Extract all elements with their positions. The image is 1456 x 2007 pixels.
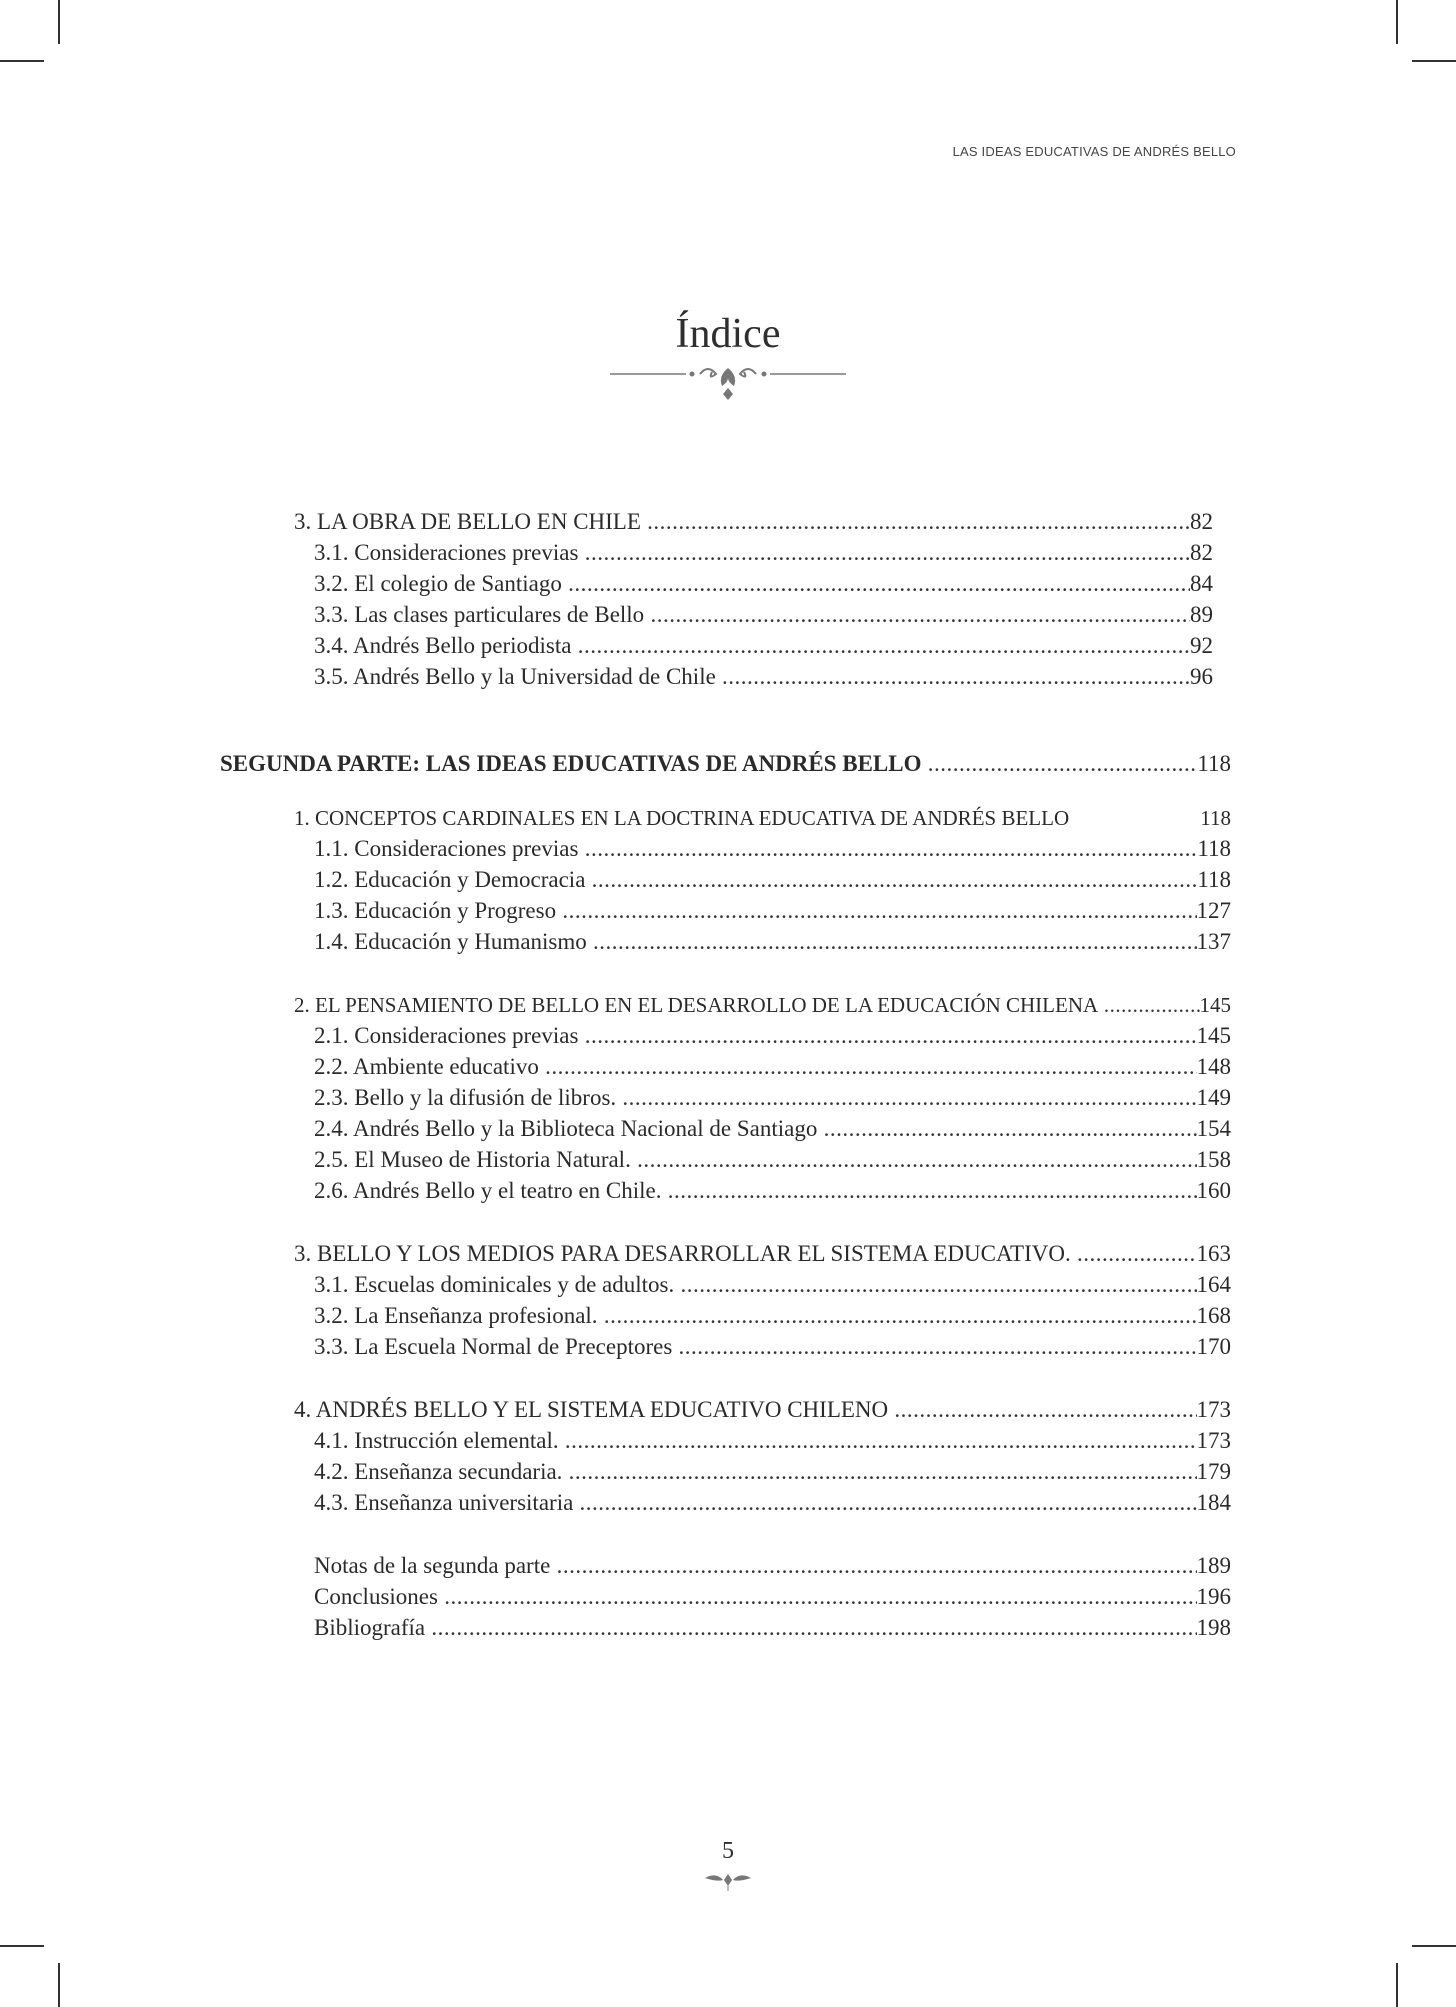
toc-entry-page: 149 <box>1196 1085 1231 1110</box>
toc-entry-label: 3.5. Andrés Bello y la Universidad de Chile <box>314 664 716 689</box>
toc-entry-label: 2.2. Ambiente educativo <box>314 1054 539 1079</box>
toc-entry-label: 2.4. Andrés Bello y la Biblioteca Nacional de Santiago <box>314 1116 818 1141</box>
toc-entry[interactable] <box>314 1052 1231 1082</box>
toc-entry[interactable] <box>314 927 1231 957</box>
toc-entry-label: 2.6. Andrés Bello y el teatro en Chile. <box>314 1178 662 1203</box>
toc-entry-page: 118 <box>1200 806 1231 830</box>
leader-dots <box>672 1332 1196 1362</box>
leader-dots <box>716 662 1190 692</box>
leader-dots <box>817 1114 1196 1144</box>
leader-dots <box>578 834 1197 864</box>
crop-mark <box>1396 0 1398 44</box>
toc-entry-page: 164 <box>1196 1272 1231 1297</box>
toc-entry-page: 163 <box>1196 1241 1231 1266</box>
toc-entry-page: 82 <box>1190 540 1213 565</box>
toc-entry-label: 4. ANDRÉS BELLO Y EL SISTEMA EDUCATIVO CHILENO <box>294 1397 889 1422</box>
toc-entry-label: 2. EL PENSAMIENTO DE BELLO EN EL DESARROLLO DE LA EDUCACIÓN CHILENA <box>294 993 1099 1017</box>
leader-dots <box>438 1582 1197 1612</box>
toc-entry[interactable] <box>314 834 1231 864</box>
toc-entry[interactable] <box>314 662 1213 692</box>
toc-entry-label: 3.2. La Enseñanza profesional. <box>314 1303 598 1328</box>
toc-entry[interactable] <box>294 1239 1231 1269</box>
toc-entry-label: 3. BELLO Y LOS MEDIOS PARA DESARROLLAR EL SISTEMA EDUCATIVO. <box>294 1241 1071 1266</box>
leader-dots <box>556 896 1196 926</box>
running-head: LAS IDEAS EDUCATIVAS DE ANDRÉS BELLO <box>952 144 1236 159</box>
toc-entry[interactable] <box>294 990 1231 1020</box>
leader-dots <box>598 1301 1197 1331</box>
crop-mark <box>0 1945 44 1947</box>
leader-dots <box>585 865 1197 895</box>
title-ornament-icon <box>608 362 848 402</box>
toc-entry[interactable] <box>314 896 1231 926</box>
leader-dots <box>661 1176 1196 1206</box>
toc-entry[interactable] <box>314 1457 1231 1487</box>
leader-dots <box>644 600 1190 630</box>
leader-dots <box>550 1551 1196 1581</box>
toc-entry-label: 3. LA OBRA DE BELLO EN CHILE <box>294 509 641 534</box>
toc-entry[interactable] <box>314 1176 1231 1206</box>
toc-entry-page: 189 <box>1196 1553 1231 1578</box>
toc-part-heading[interactable] <box>220 749 1231 779</box>
toc-entry-label: Notas de la segunda parte <box>314 1553 551 1578</box>
toc-entry-label: 2.1. Consideraciones previas <box>314 1023 579 1048</box>
toc-entry[interactable] <box>314 1114 1231 1144</box>
toc-entry-page: 196 <box>1196 1584 1231 1609</box>
toc-entry-page: 148 <box>1196 1054 1231 1079</box>
toc-entry[interactable] <box>314 1488 1231 1518</box>
toc-entry-page: 173 <box>1196 1397 1231 1422</box>
leader-dots <box>562 569 1190 599</box>
toc-entry-page: 173 <box>1196 1428 1231 1453</box>
toc-entry-label: 3.4. Andrés Bello periodista <box>314 633 572 658</box>
toc-entry[interactable] <box>314 1582 1231 1612</box>
toc-entry-label: 1.4. Educación y Humanismo <box>314 929 587 954</box>
toc-entry-page: 96 <box>1190 664 1213 689</box>
toc-entry[interactable] <box>314 1551 1231 1581</box>
toc-entry-label: 1.2. Educación y Democracia <box>314 867 586 892</box>
toc-entry[interactable] <box>314 1301 1231 1331</box>
toc-entry-page: 158 <box>1196 1147 1231 1172</box>
crop-mark <box>58 1963 60 2007</box>
toc-entry[interactable] <box>294 803 1231 833</box>
toc-entry-page: 137 <box>1196 929 1231 954</box>
toc-entry[interactable] <box>314 631 1213 661</box>
toc-entry-page: 82 <box>1190 509 1213 534</box>
toc-entry[interactable] <box>314 569 1213 599</box>
leader-dots <box>573 1488 1196 1518</box>
leader-dots <box>587 927 1197 957</box>
leader-dots <box>559 1426 1197 1456</box>
page-number: 5 <box>722 1838 734 1864</box>
toc-entry[interactable] <box>314 865 1231 895</box>
leader-dots <box>674 1270 1196 1300</box>
toc-entry[interactable] <box>314 1270 1231 1300</box>
crop-mark <box>1396 1963 1398 2007</box>
toc-entry[interactable] <box>314 1332 1231 1362</box>
toc-entry-page: 184 <box>1196 1490 1231 1515</box>
toc-entry[interactable] <box>314 600 1213 630</box>
crop-mark <box>1412 1945 1456 1947</box>
toc-entry-label: SEGUNDA PARTE: LAS IDEAS EDUCATIVAS DE ANDRÉS BELLO <box>220 751 922 776</box>
toc-entry-label: 3.2. El colegio de Santiago <box>314 571 562 596</box>
leader-dots <box>539 1052 1197 1082</box>
toc-entry[interactable] <box>314 1426 1231 1456</box>
crop-mark <box>58 0 60 44</box>
toc-entry-label: Conclusiones <box>314 1584 438 1609</box>
toc-entry-label: 1.1. Consideraciones previas <box>314 836 579 861</box>
toc-entry-label: 1. CONCEPTOS CARDINALES EN LA DOCTRINA EDUCATIVA DE ANDRÉS BELLO <box>294 806 1070 830</box>
toc-entry-label: 2.5. El Museo de Historia Natural. <box>314 1147 631 1172</box>
leader-dots <box>578 538 1190 568</box>
toc-entry-page: 160 <box>1196 1178 1231 1203</box>
toc-entry-page: 198 <box>1196 1615 1231 1640</box>
toc-entry-label: 4.2. Enseñanza secundaria. <box>314 1459 563 1484</box>
toc-entry-page: 84 <box>1190 571 1213 596</box>
leader-dots <box>1071 1239 1197 1269</box>
toc-entry-page: 89 <box>1190 602 1213 627</box>
toc-entry-page: 168 <box>1196 1303 1231 1328</box>
toc-entry[interactable] <box>314 1083 1231 1113</box>
leader-dots <box>571 631 1190 661</box>
toc-entry-page: 127 <box>1196 898 1231 923</box>
toc-entry-page: 179 <box>1196 1459 1231 1484</box>
toc-entry-label: 3.1. Consideraciones previas <box>314 540 579 565</box>
toc-entry-label: 3.1. Escuelas dominicales y de adultos. <box>314 1272 675 1297</box>
leader-dots <box>578 1021 1196 1051</box>
toc-entry-label: 4.1. Instrucción elemental. <box>314 1428 559 1453</box>
toc-entry-label: Bibliografía <box>314 1615 426 1640</box>
toc-entry[interactable] <box>314 1145 1231 1175</box>
leader-dots <box>888 1395 1196 1425</box>
toc-entry[interactable] <box>294 507 1213 537</box>
toc-entry-label: 4.3. Enseñanza universitaria <box>314 1490 574 1515</box>
toc-entry-page: 118 <box>1197 867 1231 892</box>
toc-entry[interactable] <box>294 1395 1231 1425</box>
toc-entry-label: 3.3. La Escuela Normal de Preceptores <box>314 1334 673 1359</box>
toc-entry-label: 1.3. Educación y Progreso <box>314 898 557 923</box>
crop-mark <box>1412 60 1456 62</box>
toc-entry-page: 154 <box>1196 1116 1231 1141</box>
leader-dots <box>641 507 1190 537</box>
toc-entry-page: 118 <box>1197 836 1231 861</box>
leader-dots <box>922 749 1198 779</box>
toc-entry-page: 92 <box>1190 633 1213 658</box>
leader-dots <box>1098 990 1199 1020</box>
toc-entry[interactable] <box>314 1613 1231 1643</box>
toc-entry[interactable] <box>314 1021 1231 1051</box>
leader-dots <box>562 1457 1196 1487</box>
footer-ornament-icon <box>703 1870 753 1892</box>
crop-mark <box>0 60 44 62</box>
leader-dots <box>425 1613 1196 1643</box>
toc-entry-page: 145 <box>1196 1023 1231 1048</box>
leader-dots <box>631 1145 1197 1175</box>
toc-entry-page: 170 <box>1196 1334 1231 1359</box>
page-title: Índice <box>675 311 781 357</box>
toc-entry-label: 2.3. Bello y la difusión de libros. <box>314 1085 617 1110</box>
toc-entry-page: 118 <box>1197 751 1231 776</box>
toc-entry[interactable] <box>314 538 1213 568</box>
toc-entry-label: 3.3. Las clases particulares de Bello <box>314 602 645 627</box>
toc-entry-page: 145 <box>1199 993 1231 1017</box>
leader-dots <box>616 1083 1196 1113</box>
